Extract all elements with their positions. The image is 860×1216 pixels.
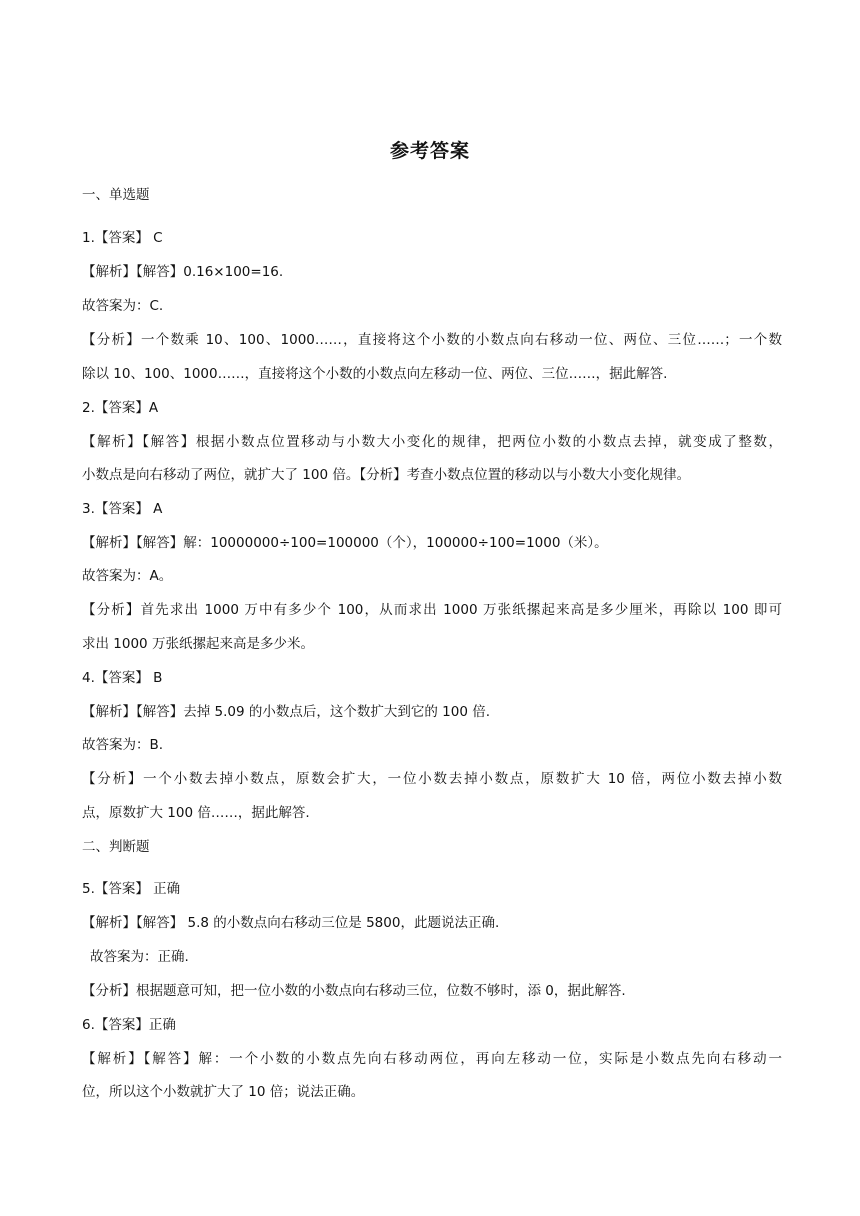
answer-3-analysis-line-1: 【分析】首先求出 1000 万中有多少个 100，从而求出 1000 万张纸摞起来高是多少厘米，再除以 100 即可 [82,602,782,618]
answer-4-conclusion: 故答案为：B. [82,737,164,753]
answer-1-explanation: 【解析】【解答】0.16×100=16. [82,264,284,280]
answer-1-heading: 1.【答案】 C [82,230,163,246]
answer-1-analysis-line-1: 【分析】一个数乘 10、100、1000……，直接将这个小数的小数点向右移动一位、两位、三位……；一个数 [82,332,782,348]
answer-2-explanation-line-2: 小数点是向右移动了两位，就扩大了 100 倍。【分析】考查小数点位置的移动以与小数大小变化规律。 [82,467,691,483]
answer-4-analysis-line-2: 点，原数扩大 100 倍……，据此解答. [82,805,310,821]
answer-3-explanation: 【解析】【解答】解：10000000÷100=100000（个），100000÷100=1000（米）。 [82,535,608,551]
answer-5-analysis: 【分析】根据题意可知，把一位小数的小数点向右移动三位，位数不够时，添 0，据此解答. [82,983,626,999]
answer-6-explanation-line-1: 【解析】【解答】解：一个小数的小数点先向右移动两位，再向左移动一位，实际是小数点先向右移动一 [82,1051,782,1067]
section-heading-single-choice: 一、单选题 [82,187,150,203]
answer-3-analysis-line-2: 求出 1000 万张纸摞起来高是多少米。 [82,636,314,652]
answer-4-heading: 4.【答案】 B [82,670,163,686]
page-title: 参考答案 [389,140,470,162]
answer-4-analysis-line-1: 【分析】一个小数去掉小数点，原数会扩大，一位小数去掉小数点，原数扩大 10 倍，两位小数去掉小数 [82,771,782,787]
answer-4-explanation: 【解析】【解答】去掉 5.09 的小数点后，这个数扩大到它的 100 倍. [82,704,491,720]
answer-6-heading: 6.【答案】正确 [82,1017,176,1033]
answer-2-explanation-line-1: 【解析】【解答】根据小数点位置移动与小数大小变化的规律，把两位小数的小数点去掉，就变成了整数， [82,434,782,450]
answer-1-analysis-line-2: 除以 10、100、1000……，直接将这个小数的小数点向左移动一位、两位、三位……，据此解答. [82,366,668,382]
answer-5-heading: 5.【答案】 正确 [82,881,181,897]
answer-5-explanation: 【解析】【解答】 5.8 的小数点向右移动三位是 5800，此题说法正确. [82,915,500,931]
answer-6-explanation-line-2: 位，所以这个小数就扩大了 10 倍；说法正确。 [82,1084,365,1100]
answer-2-heading: 2.【答案】A [82,400,159,416]
answer-3-conclusion: 故答案为：A。 [82,568,173,584]
answer-3-heading: 3.【答案】 A [82,501,163,517]
section-heading-true-false: 二、判断题 [82,839,150,855]
answer-5-conclusion: 故答案为：正确. [90,949,189,965]
answer-1-conclusion: 故答案为：C. [82,298,164,314]
